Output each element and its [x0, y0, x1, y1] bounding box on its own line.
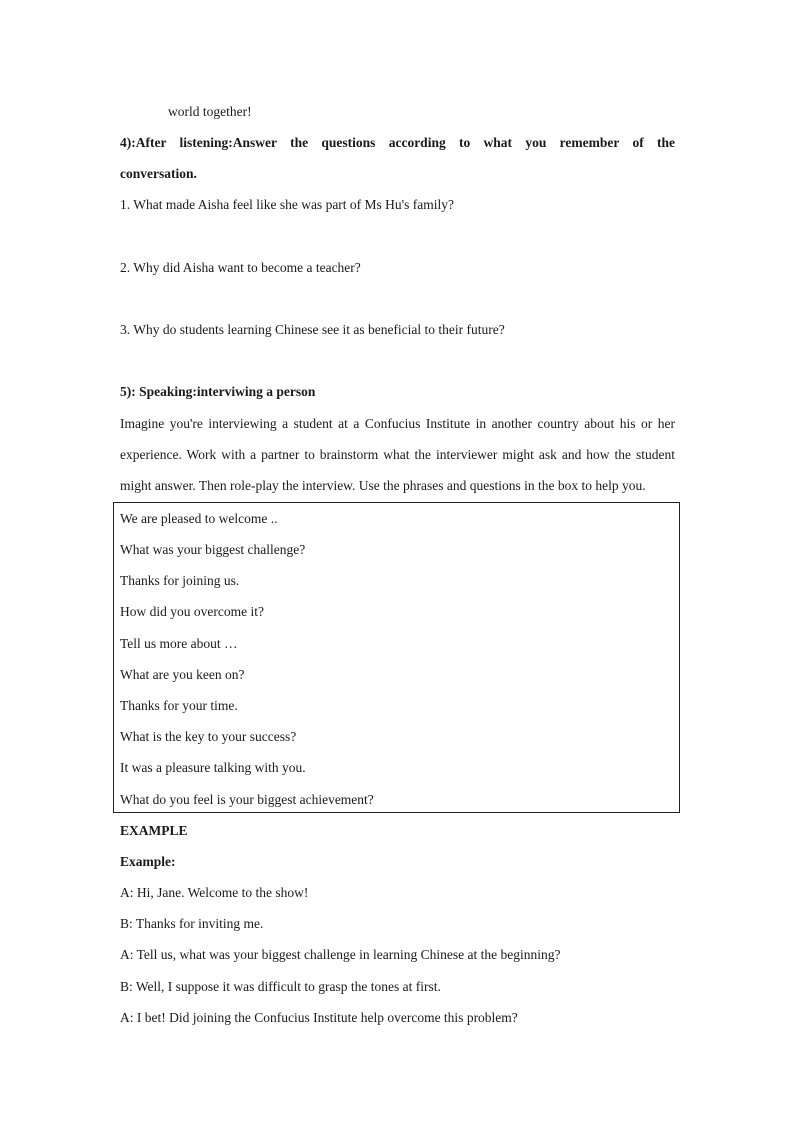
phrase-item: What are you keen on?	[120, 667, 245, 682]
question-2: 2. Why did Aisha want to become a teacher?	[120, 260, 361, 275]
dialogue-line: A: I bet! Did joining the Confucius Institute help overcome this problem?	[120, 1010, 518, 1025]
phrase-item: How did you overcome it?	[120, 604, 264, 619]
phrases-box	[113, 502, 680, 813]
dialogue-line: B: Thanks for inviting me.	[120, 916, 264, 931]
phrase-item: Tell us more about …	[120, 636, 238, 651]
instruction-line-3: might answer. Then role-play the interview. Use the phrases and questions in the box to help you.	[120, 478, 646, 493]
example-label: Example:	[120, 854, 176, 869]
phrase-item: Thanks for joining us.	[120, 573, 240, 588]
phrase-item: We are pleased to welcome ..	[120, 511, 278, 526]
question-3: 3. Why do students learning Chinese see it as beneficial to their future?	[120, 322, 505, 337]
section4-heading-cont: conversation.	[120, 166, 197, 181]
dialogue-line: B: Well, I suppose it was difficult to grasp the tones at first.	[120, 979, 441, 994]
phrase-item: It was a pleasure talking with you.	[120, 760, 306, 775]
instruction-line-2: experience. Work with a partner to brainstorm what the interviewer might ask and how the student	[120, 447, 675, 462]
example-caps-label: EXAMPLE	[120, 823, 188, 838]
phrase-item: What is the key to your success?	[120, 729, 297, 744]
dialogue-line: A: Tell us, what was your biggest challenge in learning Chinese at the beginning?	[120, 947, 561, 962]
continuation-text: world together!	[168, 104, 252, 119]
question-1: 1. What made Aisha feel like she was part of Ms Hu's family?	[120, 197, 454, 212]
dialogue-line: A: Hi, Jane. Welcome to the show!	[120, 885, 309, 900]
section5-heading: 5): Speaking:interviwing a person	[120, 384, 316, 399]
phrase-item: Thanks for your time.	[120, 698, 238, 713]
phrase-item: What do you feel is your biggest achievement?	[120, 792, 374, 807]
phrase-item: What was your biggest challenge?	[120, 542, 306, 557]
section4-heading: 4):After listening:Answer the questions according to what you remember of the	[120, 135, 675, 150]
instruction-line-1: Imagine you're interviewing a student at a Confucius Institute in another country about his or her	[120, 416, 675, 431]
